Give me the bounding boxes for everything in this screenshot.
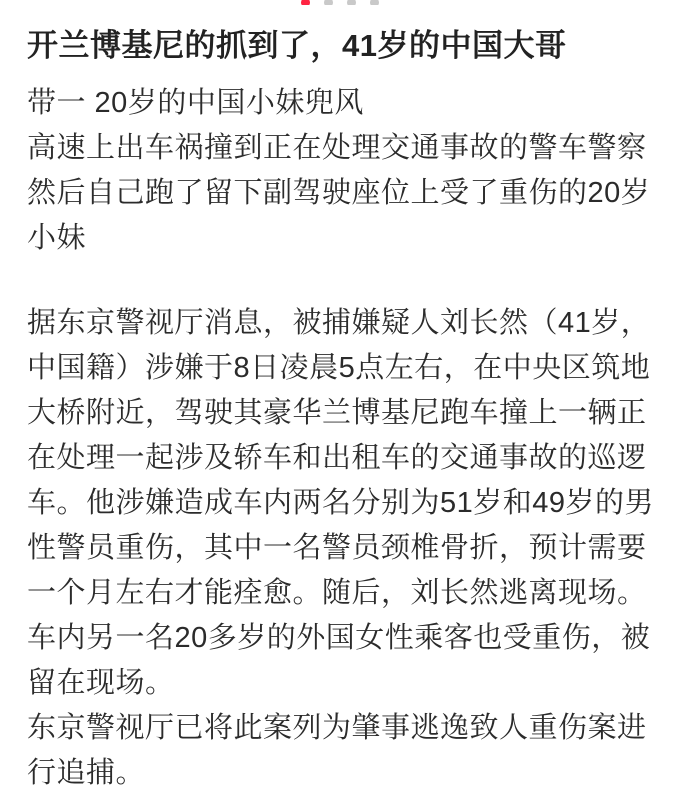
- post-body: [27, 301, 655, 796]
- post-title: 开兰博基尼的抓到了，41岁的中国大哥: [27, 28, 567, 63]
- carousel-dot[interactable]: [324, 0, 333, 5]
- post-content: [0, 23, 680, 796]
- body-paragraph: 车内另一名20多岁的外国女性乘客也受重伤，被留在现场。: [27, 622, 651, 699]
- intro-line: 带一 20岁的中国小妹兜风: [27, 87, 364, 119]
- intro-line: 然后自己跑了留下副驾驶座位上受了重伤的20岁小妹: [27, 177, 651, 254]
- carousel-dot[interactable]: [347, 0, 356, 5]
- intro-line: 高速上出车祸撞到正在处理交通事故的警车警察: [27, 132, 647, 164]
- post-intro: [27, 81, 655, 261]
- paragraph-gap: [27, 261, 655, 301]
- body-paragraph: 据东京警视厅消息，被捕嫌疑人刘长然（41岁，中国籍）涉嫌于8日凌晨5点左右，在中央区筑地大桥附近，驾驶其豪华兰博基尼跑车撞上一辆正在处理一起涉及轿车和出租车的交通事故的巡逻车。他涉嫌造成车内两名分别为51岁和49岁的男性警员重伤，其中一名警员颈椎骨折，预计需要一个月左右才能痊愈。随后，刘长然逃离现场。: [27, 307, 655, 609]
- carousel-dot-active[interactable]: [301, 0, 310, 5]
- body-paragraph: 东京警视厅已将此案列为肇事逃逸致人重伤案进行追捕。: [27, 712, 647, 789]
- carousel-pagination: [0, 0, 680, 5]
- carousel-dot[interactable]: [370, 0, 379, 5]
